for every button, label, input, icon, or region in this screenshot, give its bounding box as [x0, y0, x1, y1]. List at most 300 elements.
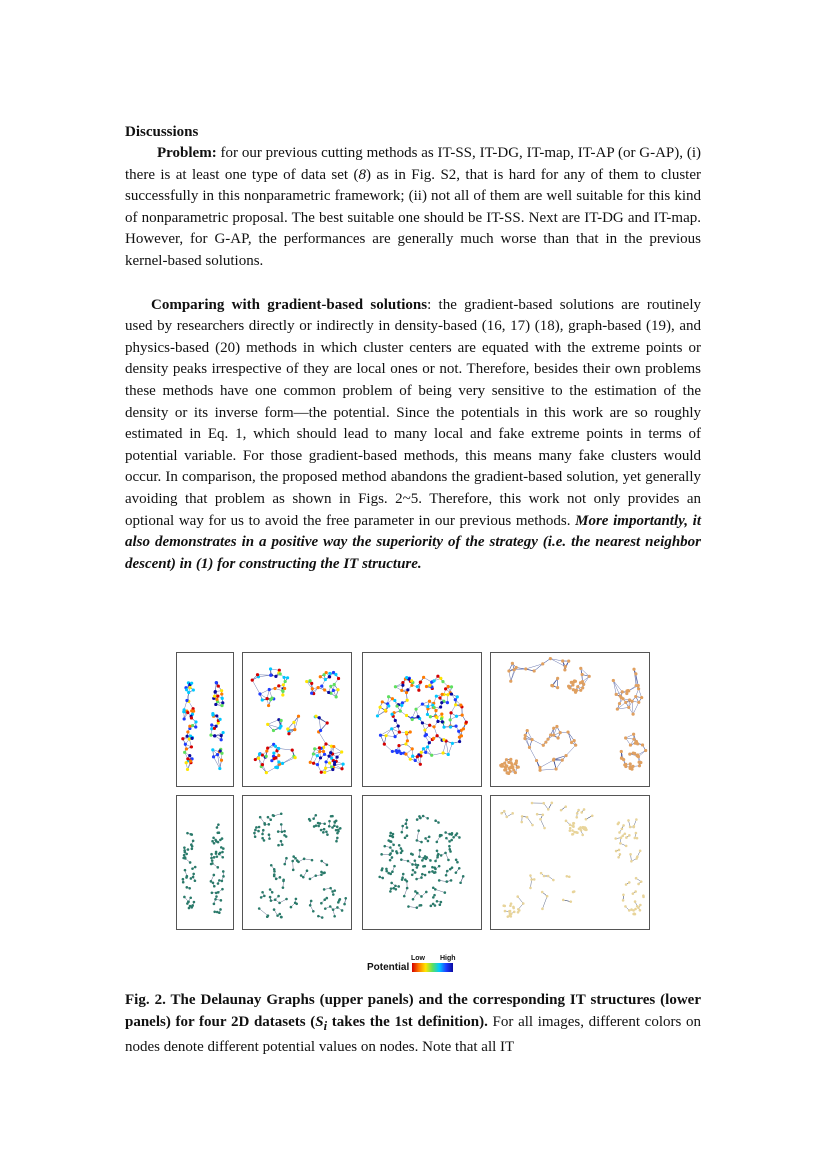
graph-node — [434, 819, 437, 822]
graph-node — [405, 819, 408, 822]
graph-node — [635, 832, 638, 835]
graph-node — [401, 831, 404, 834]
graph-node — [291, 860, 294, 863]
graph-node — [399, 752, 402, 755]
graph-node — [421, 702, 424, 705]
graph-node — [309, 904, 312, 907]
graph-node — [254, 758, 257, 761]
graph-node — [624, 832, 627, 835]
problem-ref: 8 — [358, 166, 366, 183]
graph-node — [391, 850, 394, 853]
graph-node — [635, 818, 638, 821]
graph-node — [332, 745, 335, 748]
graph-edge — [518, 897, 524, 904]
graph-node — [324, 742, 327, 745]
graph-node — [268, 823, 271, 826]
graph-node — [323, 871, 326, 874]
graph-node — [538, 769, 541, 772]
graph-node — [416, 755, 419, 758]
graph-node — [546, 738, 549, 741]
graph-node — [277, 895, 280, 898]
graph-node — [394, 719, 397, 722]
graph-node — [404, 878, 407, 881]
graph-node — [328, 755, 331, 758]
graph-node — [218, 879, 221, 882]
graph-node — [572, 891, 575, 894]
graph-node — [277, 844, 280, 847]
graph-node — [280, 823, 283, 826]
graph-node — [445, 837, 448, 840]
graph-node — [620, 836, 623, 839]
graph-node — [216, 695, 219, 698]
graph-node — [286, 676, 289, 679]
graph-node — [632, 668, 635, 671]
graph-node — [440, 701, 443, 704]
graph-node — [259, 816, 262, 819]
graph-node — [324, 760, 327, 763]
graph-node — [220, 738, 223, 741]
graph-node — [401, 684, 404, 687]
graph-node — [389, 846, 392, 849]
graph-node — [419, 763, 422, 766]
graph-node — [406, 826, 409, 829]
graph-node — [547, 875, 550, 878]
graph-node — [188, 725, 191, 728]
graph-node — [401, 878, 404, 881]
graph-node — [254, 835, 257, 838]
graph-node — [629, 766, 632, 769]
graph-node — [633, 825, 636, 828]
graph-node — [435, 716, 438, 719]
legend-colorbar — [412, 963, 453, 972]
graph-node — [392, 887, 395, 890]
graph-node — [277, 747, 280, 750]
graph-node — [518, 909, 521, 912]
graph-node — [428, 724, 431, 727]
graph-node — [185, 688, 188, 691]
graph-node — [503, 768, 506, 771]
graph-node — [338, 899, 341, 902]
graph-node — [522, 902, 525, 905]
graph-node — [456, 695, 459, 698]
graph-node — [319, 756, 322, 759]
graph-edge — [417, 831, 419, 841]
graph-node — [217, 882, 220, 885]
graph-node — [619, 842, 622, 845]
graph-node — [428, 684, 431, 687]
graph-node — [187, 848, 190, 851]
graph-node — [192, 840, 195, 843]
graph-node — [517, 765, 520, 768]
graph-node — [266, 746, 269, 749]
graph-node — [280, 812, 283, 815]
graph-node — [335, 840, 338, 843]
graph-node — [432, 679, 435, 682]
graph-node — [620, 750, 623, 753]
graph-node — [188, 686, 191, 689]
graph-node — [572, 822, 575, 825]
graph-node — [263, 895, 266, 898]
graph-node — [383, 845, 386, 848]
graph-node — [422, 815, 425, 818]
graph-node — [571, 683, 574, 686]
graph-edge — [526, 664, 543, 669]
graph-node — [310, 692, 313, 695]
graph-node — [390, 887, 393, 890]
graph-node — [531, 824, 534, 827]
graph-node — [430, 754, 433, 757]
graph-node — [559, 731, 562, 734]
graph-node — [329, 887, 332, 890]
discussion-section — [125, 122, 701, 575]
graph-node — [625, 836, 628, 839]
graph-node — [314, 715, 317, 718]
graph-node — [320, 873, 323, 876]
graph-edge — [529, 747, 536, 760]
graph-node — [539, 818, 542, 821]
graph-node — [391, 697, 394, 700]
graph-node — [529, 887, 532, 890]
graph-node — [628, 909, 631, 912]
graph-node — [533, 669, 536, 672]
graph-node — [216, 911, 219, 914]
graph-node — [214, 703, 217, 706]
graph-node — [436, 849, 439, 852]
graph-node — [636, 905, 639, 908]
graph-node — [634, 837, 637, 840]
graph-node — [337, 677, 340, 680]
graph-node — [507, 669, 510, 672]
graph-node — [313, 747, 316, 750]
graph-node — [221, 888, 224, 891]
graph-node — [218, 853, 221, 856]
graph-node — [441, 720, 444, 723]
graph-edge — [279, 748, 293, 750]
graph-node — [383, 743, 386, 746]
graph-node — [417, 689, 420, 692]
graph-node — [400, 851, 403, 854]
graph-node — [529, 874, 532, 877]
legend-low-label: Low — [411, 955, 425, 962]
graph-node — [379, 734, 382, 737]
problem-paragraph — [125, 143, 701, 273]
graph-node — [628, 881, 631, 884]
graph-node — [376, 714, 379, 717]
graph-node — [552, 727, 555, 730]
graph-node — [184, 743, 187, 746]
graph-node — [629, 762, 632, 765]
graph-node — [274, 745, 277, 748]
graph-node — [422, 747, 425, 750]
graph-edge — [268, 720, 279, 725]
graph-node — [317, 822, 320, 825]
graph-node — [336, 906, 339, 909]
graph-node — [417, 864, 420, 867]
graph-node — [327, 691, 330, 694]
graph-node — [528, 746, 531, 749]
graph-node — [219, 908, 222, 911]
graph-node — [277, 760, 280, 763]
graph-node — [434, 868, 437, 871]
graph-node — [389, 873, 392, 876]
graph-node — [261, 698, 264, 701]
graph-node — [258, 692, 261, 695]
delaunay-graph — [243, 653, 351, 786]
graph-node — [439, 903, 442, 906]
graph-node — [632, 733, 635, 736]
graph-node — [190, 682, 193, 685]
graph-node — [214, 690, 217, 693]
graph-node — [328, 761, 331, 764]
graph-node — [397, 724, 400, 727]
graph-node — [564, 665, 567, 668]
graph-node — [638, 764, 641, 767]
graph-node — [459, 703, 462, 706]
graph-node — [188, 887, 191, 890]
graph-node — [280, 840, 283, 843]
graph-node — [254, 829, 257, 832]
graph-edge — [283, 756, 294, 763]
delaunay-graph — [491, 653, 649, 786]
graph-node — [560, 809, 563, 812]
panel-delaunay-1 — [176, 652, 234, 787]
graph-node — [290, 906, 293, 909]
graph-node — [215, 681, 218, 684]
graph-node — [401, 825, 404, 828]
graph-node — [192, 873, 195, 876]
problem-label: Problem: — [157, 145, 217, 161]
graph-node — [435, 695, 438, 698]
graph-node — [260, 896, 263, 899]
graph-node — [209, 734, 212, 737]
graph-node — [434, 709, 437, 712]
graph-node — [458, 740, 461, 743]
graph-node — [328, 825, 331, 828]
graph-node — [514, 762, 517, 765]
graph-node — [398, 730, 401, 733]
graph-node — [410, 684, 413, 687]
graph-node — [411, 863, 414, 866]
graph-node — [285, 898, 288, 901]
graph-node — [285, 857, 288, 860]
graph-node — [322, 750, 325, 753]
graph-node — [310, 900, 313, 903]
graph-node — [319, 675, 322, 678]
graph-node — [194, 720, 197, 723]
graph-node — [215, 698, 218, 701]
graph-node — [625, 845, 628, 848]
graph-node — [270, 899, 273, 902]
graph-node — [424, 874, 427, 877]
graph-node — [621, 834, 624, 837]
graph-edge — [632, 701, 633, 714]
graph-node — [461, 714, 464, 717]
graph-node — [567, 659, 570, 662]
graph-node — [452, 836, 455, 839]
graph-node — [433, 894, 436, 897]
graph-node — [282, 886, 285, 889]
graph-node — [335, 756, 338, 759]
graph-node — [414, 759, 417, 762]
graph-node — [450, 692, 453, 695]
graph-node — [404, 753, 407, 756]
graph-node — [454, 703, 457, 706]
graph-node — [407, 905, 410, 908]
graph-node — [183, 854, 186, 857]
graph-node — [449, 850, 452, 853]
graph-node — [418, 855, 421, 858]
graph-node — [183, 896, 186, 899]
graph-node — [295, 898, 298, 901]
graph-node — [394, 735, 397, 738]
graph-node — [190, 833, 193, 836]
graph-node — [515, 666, 518, 669]
graph-node — [213, 903, 216, 906]
graph-node — [431, 870, 434, 873]
graph-node — [630, 860, 633, 863]
graph-node — [449, 711, 452, 714]
graph-node — [221, 701, 224, 704]
graph-node — [624, 765, 627, 768]
graph-edge — [556, 760, 562, 769]
graph-node — [400, 689, 403, 692]
graph-node — [581, 686, 584, 689]
graph-node — [391, 750, 394, 753]
graph-edge — [443, 741, 446, 753]
graph-node — [211, 840, 214, 843]
graph-node — [400, 858, 403, 861]
graph-node — [615, 850, 618, 853]
graph-node — [637, 687, 640, 690]
graph-node — [456, 861, 459, 864]
graph-node — [344, 897, 347, 900]
graph-node — [403, 895, 406, 898]
graph-node — [281, 690, 284, 693]
graph-node — [569, 900, 572, 903]
graph-node — [575, 689, 578, 692]
graph-node — [325, 897, 328, 900]
graph-node — [428, 871, 431, 874]
graph-node — [314, 814, 317, 817]
graph-node — [552, 879, 555, 882]
graph-node — [262, 829, 265, 832]
graph-node — [572, 688, 575, 691]
graph-node — [456, 832, 459, 835]
graph-node — [319, 729, 322, 732]
graph-node — [189, 861, 192, 864]
graph-node — [405, 714, 408, 717]
graph-edge — [319, 732, 326, 744]
graph-node — [639, 761, 642, 764]
it-structure-graph — [243, 796, 351, 929]
graph-node — [414, 871, 417, 874]
graph-node — [263, 822, 266, 825]
graph-node — [432, 725, 435, 728]
graph-node — [579, 827, 582, 830]
graph-node — [617, 856, 620, 859]
graph-node — [444, 891, 447, 894]
graph-node — [542, 802, 545, 805]
legend-high-label: High — [440, 955, 456, 962]
graph-node — [333, 761, 336, 764]
graph-node — [616, 707, 619, 710]
graph-node — [393, 865, 396, 868]
graph-node — [416, 818, 419, 821]
graph-node — [429, 859, 432, 862]
graph-node — [397, 885, 400, 888]
graph-node — [618, 702, 621, 705]
graph-node — [521, 815, 524, 818]
graph-node — [414, 890, 417, 893]
graph-node — [219, 749, 222, 752]
graph-node — [406, 688, 409, 691]
graph-node — [441, 751, 444, 754]
graph-node — [281, 762, 284, 765]
graph-node — [192, 710, 195, 713]
graph-node — [340, 750, 343, 753]
graph-node — [542, 744, 545, 747]
graph-node — [312, 762, 315, 765]
graph-node — [333, 915, 336, 918]
graph-node — [508, 767, 511, 770]
graph-edge — [259, 909, 268, 916]
graph-node — [273, 868, 276, 871]
graph-node — [266, 723, 269, 726]
graph-node — [441, 693, 444, 696]
graph-node — [565, 820, 568, 823]
graph-node — [621, 690, 624, 693]
graph-node — [261, 837, 264, 840]
graph-node — [309, 761, 312, 764]
graph-node — [190, 737, 193, 740]
graph-node — [257, 757, 260, 760]
graph-node — [186, 757, 189, 760]
graph-node — [278, 902, 281, 905]
graph-node — [336, 688, 339, 691]
graph-node — [184, 857, 187, 860]
graph-node — [215, 840, 218, 843]
graph-node — [221, 880, 224, 883]
graph-node — [406, 834, 409, 837]
graph-node — [437, 853, 440, 856]
graph-node — [326, 721, 329, 724]
graph-node — [221, 856, 224, 859]
graph-node — [192, 688, 195, 691]
graph-node — [635, 877, 638, 880]
graph-node — [566, 875, 569, 878]
graph-node — [455, 871, 458, 874]
graph-node — [626, 689, 629, 692]
graph-node — [263, 839, 266, 842]
graph-node — [455, 858, 458, 861]
graph-node — [272, 729, 275, 732]
graph-node — [576, 685, 579, 688]
graph-node — [561, 659, 564, 662]
graph-node — [269, 667, 272, 670]
graph-node — [458, 867, 461, 870]
graph-node — [282, 878, 285, 881]
graph-node — [400, 704, 403, 707]
graph-node — [434, 871, 437, 874]
graph-node — [257, 830, 260, 833]
graph-node — [536, 813, 539, 816]
graph-node — [457, 730, 460, 733]
graph-edge — [252, 680, 260, 694]
graph-node — [269, 674, 272, 677]
graph-node — [316, 763, 319, 766]
graph-node — [188, 907, 191, 910]
graph-node — [433, 706, 436, 709]
